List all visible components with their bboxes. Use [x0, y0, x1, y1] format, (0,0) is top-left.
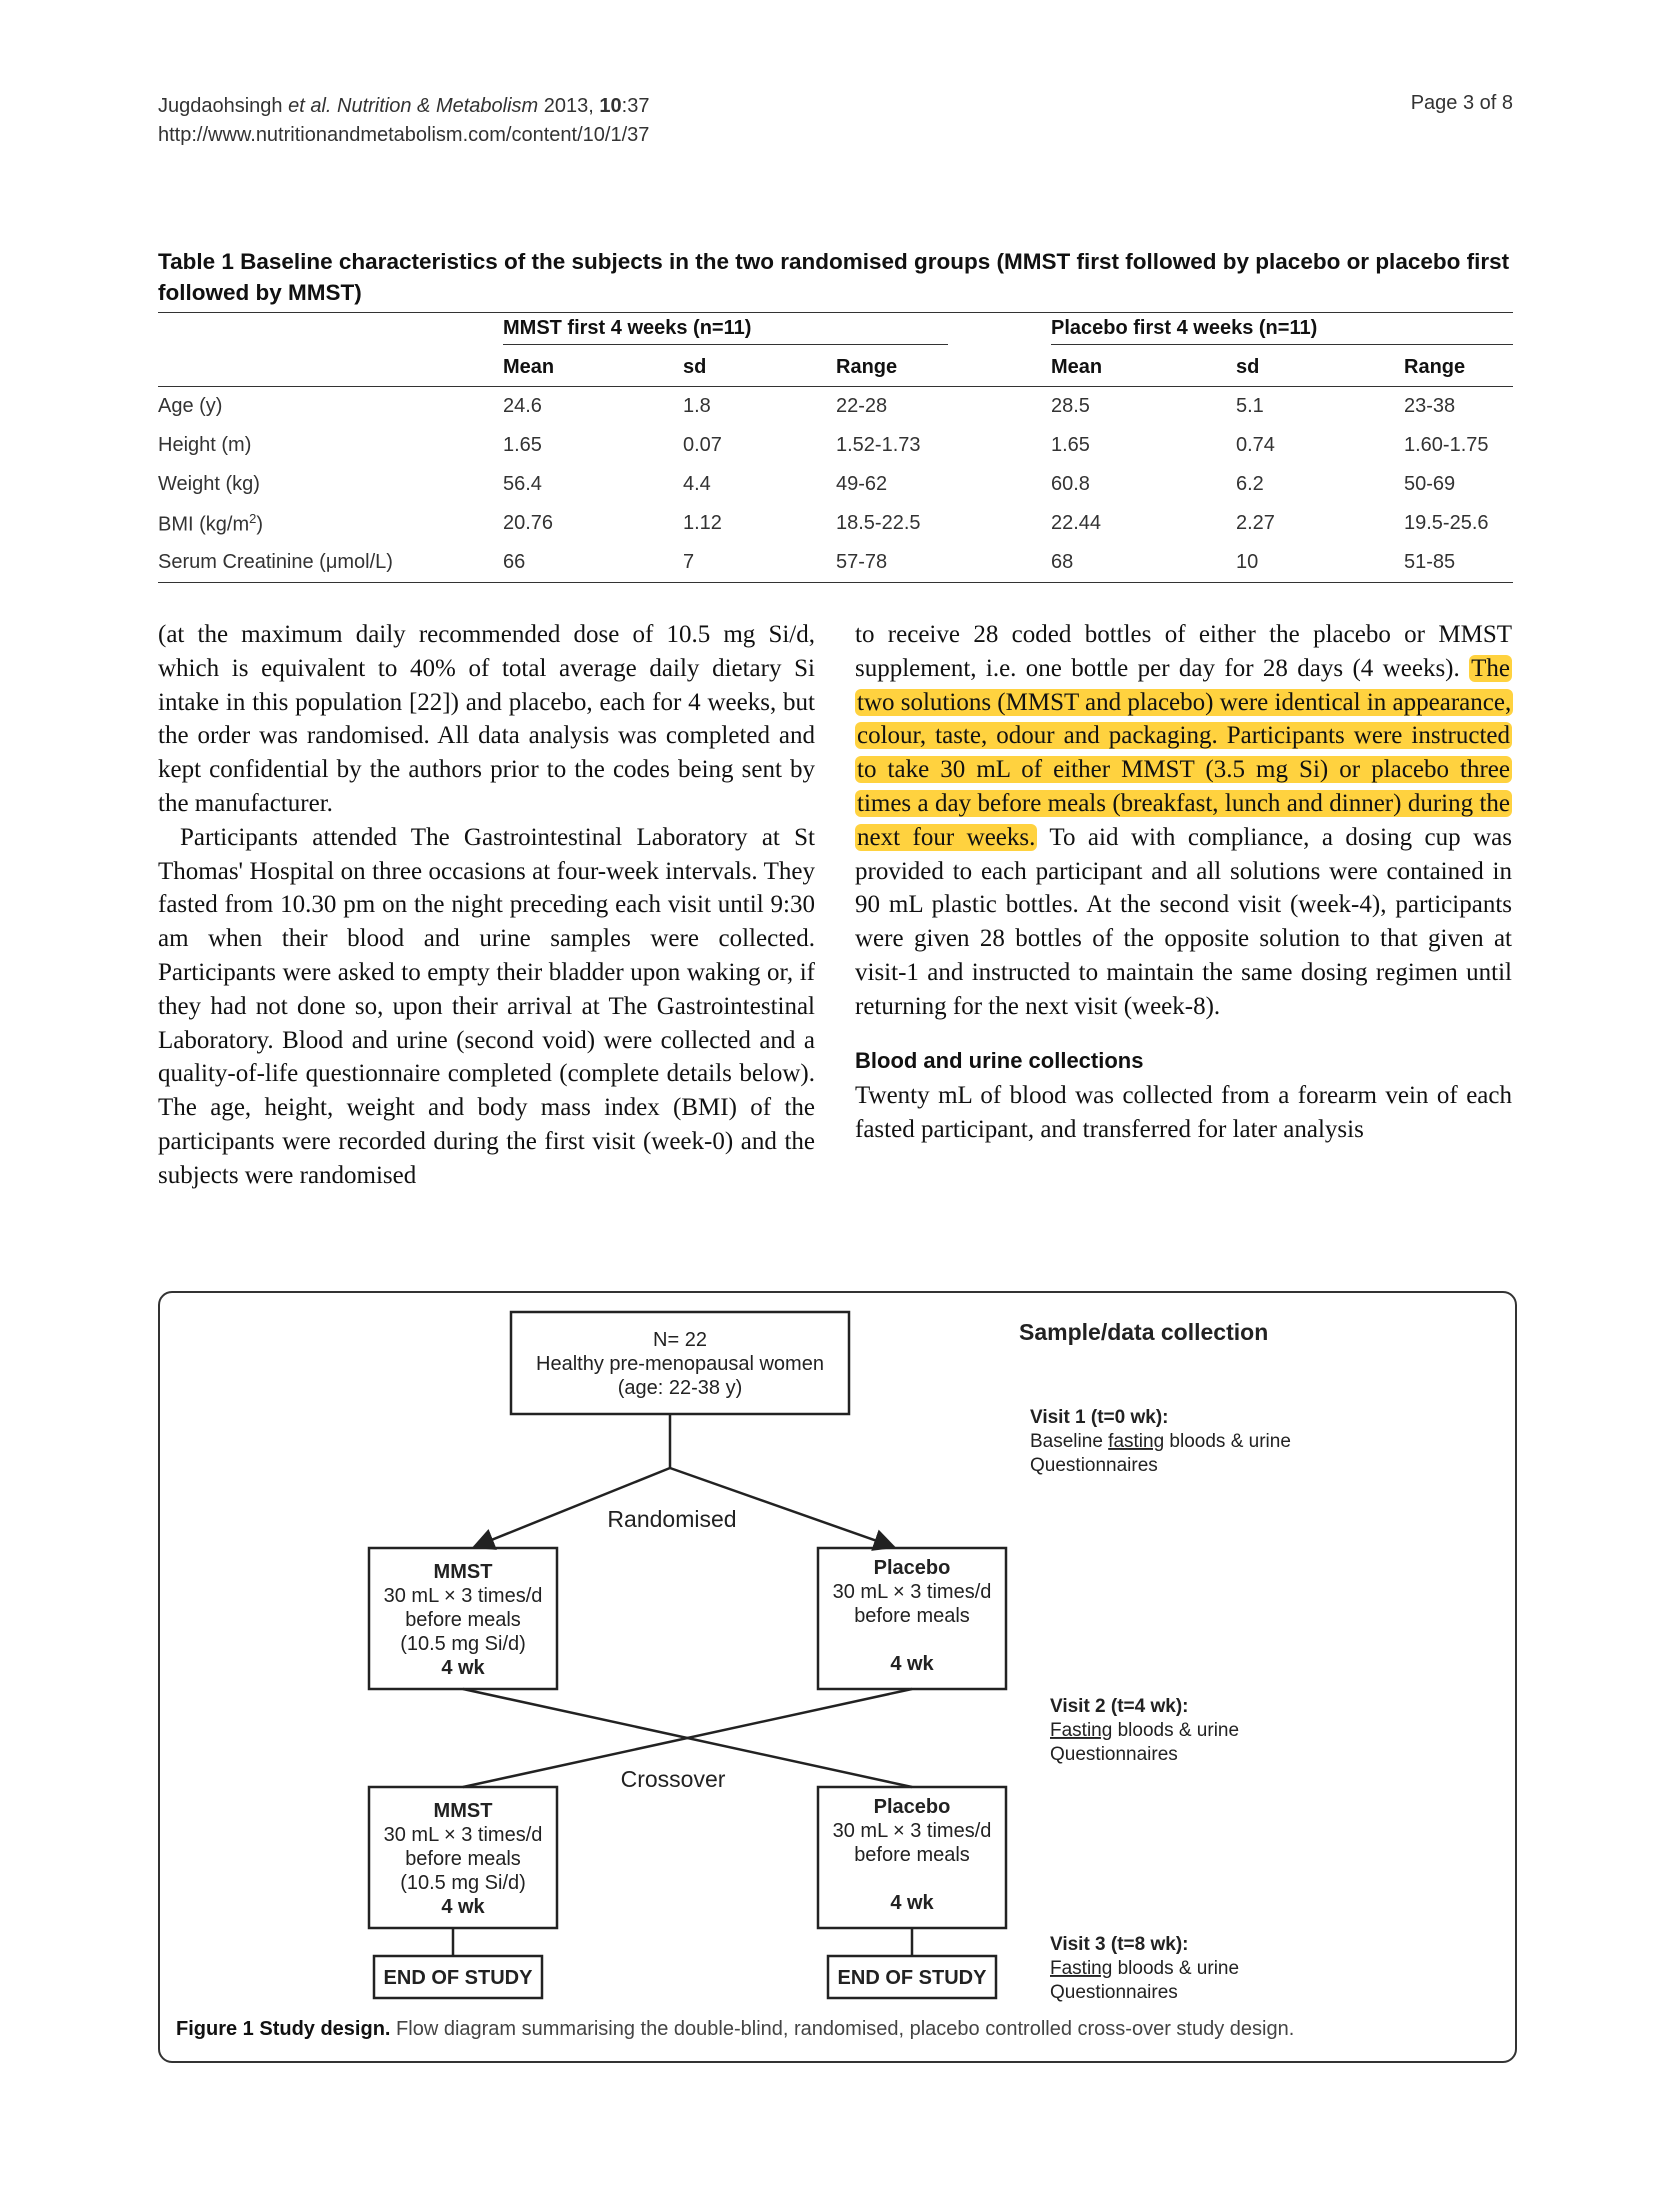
highlighted-text: The two solutions (MMST and placebo) were identical in appearance, colour, taste, odour and packaging. Participants were instructed to take 30 mL of either MMST (3.5 mg Si) or placebo three times a day before meals (breakfast, lunch and dinner) during the next four weeks. [857, 654, 1512, 851]
table-cell: 49-62 [836, 473, 888, 495]
table-cell: 56.4 [503, 473, 542, 495]
sample-title: Sample/data collection [1019, 1319, 1269, 1345]
crossover-label: Crossover [620, 1766, 726, 1792]
row-label: Serum Creatinine (μmol/L) [158, 543, 503, 583]
group-placebo-header: Placebo first 4 weeks (n=11) [1051, 317, 1513, 345]
paragraph: to receive 28 coded bottles of either the placebo or MMST supplement, i.e. one bottle per day for 28 days (4 weeks). The two solutions (MMST and placebo) were identical in appearance, colour, taste, odour and packaging. Participants were instructed to take 30 mL of either MMST (3.5 mg Si) or placebo three times a day before meals (breakfast, lunch and dinner) during the next four weeks. To aid with compliance, a dosing cup was provided to each participant and all solutions were contained in 90 mL plastic bottles. At the second visit (week-4), participants were given 28 bottles of the opposite solution to that given at visit-1 and instructed to maintain the same dosing regimen until returning for the next visit (week-8). [855, 621, 1513, 1020]
placebo-duration-2: 4 wk [890, 1892, 934, 1914]
table-cell: 10 [1236, 543, 1404, 583]
mmst-dose: 30 mL × 3 times/d [383, 1585, 543, 1607]
baseline-table [158, 312, 1513, 583]
placebo-dose: 30 mL × 3 times/d [832, 1581, 992, 1603]
table-cell: 1.8 [683, 395, 711, 417]
table-cell: 1.65 [1051, 434, 1090, 456]
table-row [158, 504, 1513, 543]
mmst-title-2: MMST [433, 1800, 493, 1822]
table-cell: 6.2 [1236, 473, 1264, 495]
visit2-title: Visit 2 (t=4 wk): [1050, 1696, 1189, 1717]
population-age: (age: 22-38 y) [617, 1377, 743, 1399]
table-column-header [158, 349, 1513, 387]
visit2-line2: Questionnaires [1050, 1744, 1178, 1765]
placebo-duration: 4 wk [890, 1653, 934, 1675]
population-n: N= 22 [653, 1329, 707, 1351]
mmst-title: MMST [433, 1561, 493, 1583]
section-heading: Blood and urine collections [855, 1047, 1144, 1073]
mmst-duration-2: 4 wk [441, 1896, 485, 1918]
end-of-study-left: END OF STUDY [383, 1967, 533, 1989]
table-cell: 66 [503, 543, 683, 583]
table-group-header [158, 313, 1513, 350]
placebo-title: Placebo [873, 1557, 951, 1579]
table-cell: 5.1 [1236, 395, 1264, 417]
table-cell: 0.74 [1236, 434, 1275, 456]
visit3-title: Visit 3 (t=8 wk): [1050, 1934, 1189, 1955]
table-cell: 1.12 [683, 512, 722, 534]
table-row [158, 426, 1513, 465]
col-header: Range [1404, 349, 1513, 387]
col-header: Mean [1051, 349, 1236, 387]
table-row [158, 465, 1513, 504]
paragraph: Twenty mL of blood was collected from a forearm vein of each fasted participant, and transferred for later analysis [855, 1082, 1512, 1144]
mmst-timing-2: before meals [405, 1848, 521, 1870]
visit1-title: Visit 1 (t=0 wk): [1030, 1407, 1169, 1428]
right-column [855, 618, 1512, 1147]
col-header: Mean [503, 349, 683, 387]
table-row [158, 543, 1513, 583]
table-cell: 1.60-1.75 [1404, 434, 1489, 456]
table-cell: 19.5-25.6 [1404, 512, 1489, 534]
mmst-duration: 4 wk [441, 1657, 485, 1679]
table-cell: 57-78 [836, 543, 1051, 583]
end-of-study-right: END OF STUDY [837, 1967, 987, 1989]
population-desc: Healthy pre-menopausal women [536, 1353, 824, 1375]
visit3-line1: Fasting bloods & urine [1050, 1958, 1240, 1979]
table-row [158, 387, 1513, 427]
article-url[interactable]: http://www.nutritionandmetabolism.com/content/10/1/37 [158, 124, 650, 146]
table-cell: 24.6 [503, 395, 542, 417]
visit1-line1: Baseline fasting bloods & urine [1030, 1431, 1291, 1452]
table-cell: 22.44 [1051, 512, 1102, 534]
placebo-title-2: Placebo [873, 1796, 951, 1818]
mmst-timing: before meals [405, 1609, 521, 1631]
row-label: Age (y) [158, 395, 223, 417]
table-cell: 60.8 [1051, 473, 1090, 495]
mmst-dose-2: 30 mL × 3 times/d [383, 1824, 543, 1846]
paragraph: Participants attended The Gastrointestinal Laboratory at St Thomas' Hospital on three occasions at four-week intervals. They fasted from 10.30 pm on the night preceding each visit until 9:30 am when their blood and urine samples were collected. Participants were asked to empty their bladder upon waking or, if they had not done so, upon their arrival at The Gastrointestinal Laboratory. Blood and urine (second void) were collected and a quality-of-life questionnaire completed (complete details below). The age, height, weight and body mass index (BMI) of the participants were recorded during the first visit (week-0) and the subjects were randomised [158, 823, 815, 1189]
table-cell: 2.27 [1236, 512, 1275, 534]
placebo-timing: before meals [854, 1605, 970, 1627]
row-label: BMI $(kg/m^2)$ [158, 510, 264, 536]
randomised-label: Randomised [607, 1506, 737, 1532]
group-mmst-header: MMST first 4 weeks (n=11) [503, 317, 948, 345]
paragraph: (at the maximum daily recommended dose of 10.5 mg Si/d, which is equivalent to 40% of total average daily dietary Si intake in this population [22]) and placebo, each for 4 weeks, but the order was randomised. All data analysis was completed and kept confidential by the authors prior to the codes being sent by the manufacturer. [158, 621, 815, 817]
placebo-timing-2: before meals [854, 1844, 970, 1866]
table-cell: 28.5 [1051, 395, 1090, 417]
table-cell: 51-85 [1404, 543, 1513, 583]
col-header: sd [1236, 349, 1404, 387]
table-caption: Table 1 Baseline characteristics of the subjects in the two randomised groups (MMST first followed by placebo or placebo first followed by MMST) [158, 249, 1510, 305]
col-header: sd [683, 349, 836, 387]
table-cell: 7 [683, 543, 836, 583]
table-cell: 4.4 [683, 473, 711, 495]
page-number: Page 3 of 8 [1410, 92, 1513, 114]
row-label: Weight (kg) [158, 473, 260, 495]
mmst-si: (10.5 mg Si/d) [400, 1633, 526, 1655]
table-cell: 1.65 [503, 434, 542, 456]
visit3-line2: Questionnaires [1050, 1982, 1178, 2003]
table-cell: 23-38 [1404, 395, 1456, 417]
table-cell: 18.5-22.5 [836, 512, 921, 534]
mmst-si-2: (10.5 mg Si/d) [400, 1872, 526, 1894]
table-cell: 22-28 [836, 395, 888, 417]
visit1-line2: Questionnaires [1030, 1455, 1158, 1476]
table-cell: 20.76 [503, 512, 554, 534]
figure-frame [158, 1291, 1517, 2063]
table-cell: 50-69 [1404, 473, 1456, 495]
running-header [158, 92, 649, 150]
citation: Jugdaohsingh et al. Nutrition & Metabolism 2013, 10:37 [158, 95, 650, 117]
col-header: Range [836, 349, 1051, 387]
left-column [158, 618, 815, 1193]
row-label: Height (m) [158, 434, 252, 456]
placebo-dose-2: 30 mL × 3 times/d [832, 1820, 992, 1842]
table-cell: 1.52-1.73 [836, 434, 921, 456]
table-cell: 0.07 [683, 434, 722, 456]
table-cell: 68 [1051, 543, 1236, 583]
visit2-line1: Fasting bloods & urine [1050, 1720, 1240, 1741]
figure-caption: Figure 1 Study design. Flow diagram summarising the double-blind, randomised, placebo controlled cross-over study design. [176, 2018, 1295, 2040]
